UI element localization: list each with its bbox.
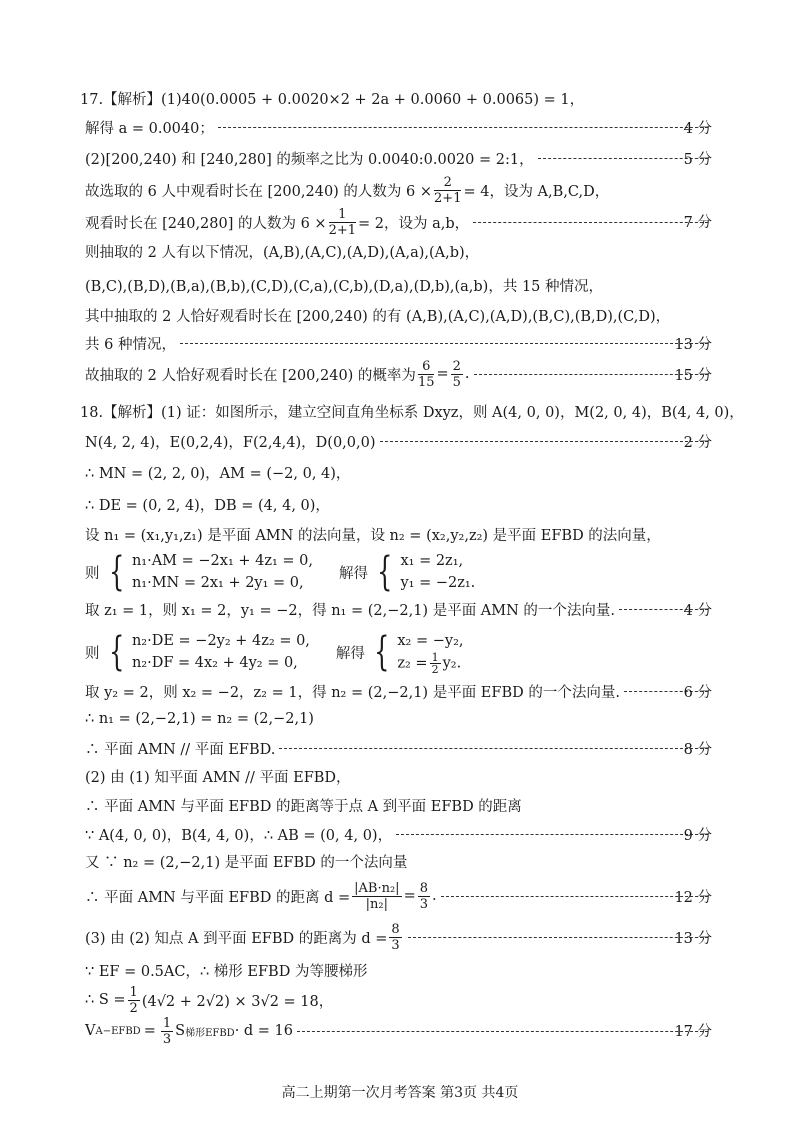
text: 故选取的 6 人中观看时长在 [200,240) 的人数为 6 × [85,183,433,200]
denominator: 3 [162,1031,172,1047]
text: 则 [85,565,100,582]
text: ∴ 平面 AMN 与平面 EFBD 的距离 d = [85,889,351,906]
denominator: 2+1 [328,222,357,238]
denominator: 3 [391,937,400,953]
score-label: 8 分 [683,742,712,758]
text: (B,C),(B,D),(B,a),(B,b),(C,D),(C,a),(C,b),(D,a),(D,b),(a,b)，共 15 种情况， [85,279,604,295]
text: ∴ 平面 AMN // 平面 EFBD. [85,742,276,758]
q18-line-3 [85,494,712,515]
equation: y₁ = −2z₁. [400,575,476,591]
q18-title [80,401,744,422]
numerator: 6 [418,359,435,375]
numerator: 2 [452,358,461,374]
text: y₂. [442,655,462,671]
fraction [434,175,461,206]
text: 则抽取的 2 人有以下情况，(A,B),(A,C),(A,D),(A,a),(A,b)， [85,245,480,261]
denominator: |n₂| [365,896,389,912]
score-label: 15 分 [674,368,712,384]
score-label: 6 分 [683,685,712,701]
numerator: 1 [129,984,138,1000]
q17-line-1-text: 解得 a = 0.0040； [85,121,214,137]
q18-line-7 [85,711,712,727]
q17-line-5 [85,241,712,262]
equation-system [369,630,464,675]
equation: x₁ = 2z₁, [400,553,464,569]
equation-system [104,630,310,674]
score-label: 2 分 [683,435,712,451]
text: 解得 [339,565,369,582]
denominator: 2 [431,662,439,676]
q18-line-9 [85,766,712,787]
q18-line-16 [85,984,712,1016]
equation: n₁·MN = 2x₁ + 2y₁ = 0, [131,575,304,591]
denominator: 2+1 [434,190,462,206]
q17-line-6 [85,275,712,296]
score-label: 17 分 [674,1024,712,1040]
score-label: 12 分 [674,890,712,906]
system-lines [132,630,310,674]
text: V [85,1023,96,1039]
score-label: 9 分 [683,828,712,844]
text: ∵ EF = 0.5AC，∴ 梯形 EFBD 为等腰梯形 [85,964,368,980]
equation: x₂ = −y₂, [397,632,464,649]
score-label: 13 分 [674,337,712,353]
fraction [430,652,441,675]
numerator: |AB·n₂| [354,880,400,896]
text: 故抽取的 2 人恰好观看时长在 [200,240) 的概率为 [85,367,416,384]
equation-system [104,550,314,594]
numerator: 1 [329,207,356,223]
equation-system [372,550,475,594]
equation: n₂·DE = −2y₂ + 4z₂ = 0, [131,633,310,649]
text: . [432,888,437,904]
subscript: A−EFBD [95,1025,141,1037]
score-label: 4 分 [683,121,712,137]
brace: { [108,549,124,595]
q17-line-7 [85,305,712,326]
text: = 4，设为 A,B,C,D， [463,183,610,200]
q17-line-3 [85,174,712,206]
text: · d = 16 [234,1023,294,1039]
text: = [436,366,449,382]
system-lines [397,630,463,675]
q18-title-text: 18.【解析】(1) 证：如图所示，建立空间直角坐标系 Dxyz，则 A(4, 0, 0)，M(2, 0, 4)，B(4, 4, 0)， [80,405,744,421]
denominator: 15 [417,374,435,390]
system-lines [132,550,313,594]
equation: n₁·AM = −2x₁ + 4z₁ = 0, [131,553,314,569]
numerator: 1 [162,1015,172,1031]
text: z₂ = [397,655,428,671]
subscript: 梯形EFBD [185,1027,235,1039]
text: S [175,1023,186,1039]
brace: { [108,629,124,675]
brace: { [374,629,390,675]
text: = [143,1023,156,1039]
equation [397,652,463,675]
text: (3) 由 (2) 知点 A 到平面 EFBD 的距离为 d = [85,930,388,947]
q18-system-2 [85,626,712,678]
text: 其中抽取的 2 人恰好观看时长在 [200,240) 的有 (A,B),(A,C),(A,D),(B,C),(B,D),(C,D)， [85,309,671,325]
brace: { [377,549,393,595]
equation: n₂·DF = 4x₂ + 4y₂ = 0, [131,655,298,671]
text: ∴ n₁ = (2,−2,1) = n₂ = (2,−2,1) [85,711,314,727]
fraction [128,985,140,1016]
text: 共 6 种情况， [85,337,176,353]
text: ∴ DE = (0, 2, 4)，DB = (4, 4, 0)， [85,498,330,514]
q18-line-10 [85,795,712,816]
text: 取 z₁ = 1，则 x₁ = 2，y₁ = −2，得 n₁ = (2,−2,1) 是平面 AMN 的一个法向量. [85,603,616,619]
q18-line-12 [85,851,712,872]
text: = 2，设为 a,b， [358,215,470,232]
score-label: 4 分 [683,603,712,619]
q17-title [80,88,707,109]
score-label: 5 分 [683,152,712,168]
denominator: 2 [129,1000,138,1016]
text: 解得 [335,645,365,662]
text: 则 [85,645,100,662]
score-label: 7 分 [683,215,712,231]
text: 又 ∵ n₂ = (2,−2,1) 是平面 EFBD 的一个法向量 [85,855,408,871]
numerator: 8 [391,921,400,937]
text: ∴ S = [85,992,126,1008]
numerator: 2 [434,175,461,191]
text: 观看时长在 [240,280] 的人数为 6 × [85,215,327,232]
text: (4√2 + 2√2) × 3√2 = 18， [141,993,334,1010]
score-label: 13 分 [674,931,712,947]
text: (2) 由 (1) 知平面 AMN // 平面 EFBD， [85,770,351,786]
text: N(4, 2, 4)，E(0,2,4)，F(2,4,4)，D(0,0,0) [85,435,376,451]
text: 取 y₂ = 2，则 x₂ = −2，z₂ = 1，得 n₂ = (2,−2,1) 是平面 EFBD 的一个法向量. [85,685,620,701]
q18-line-15 [85,960,712,981]
text: = [403,888,416,904]
text: ∴ MN = (2, 2, 0)，AM = (−2, 0, 4)， [85,466,351,482]
denominator: 3 [419,896,428,912]
text: . [464,366,470,382]
q17-title-text: 17.【解析】(1)40(0.0005 + 0.0020×2 + 2a + 0.0060 + 0.0065) = 1， [80,92,585,108]
q17-line-2-text: (2)[200,240) 和 [240,280] 的频率之比为 0.0040:0.0020 = 2:1， [85,152,534,168]
numerator: 8 [419,880,428,896]
q18-system-1 [85,549,712,595]
page-footer: 高二上期第一次月考答案 第3页 共4页 [281,1085,519,1101]
text: ∴ 平面 AMN 与平面 EFBD 的距离等于点 A 到平面 EFBD 的距离 [85,799,522,815]
system-lines [400,550,475,594]
numerator: 1 [431,650,439,664]
text: ∵ A(4, 0, 0)，B(4, 4, 0)，∴ AB = (0, 4, 0)， [85,828,393,844]
denominator: 5 [452,374,461,390]
text: 设 n₁ = (x₁,y₁,z₁) 是平面 AMN 的法向量，设 n₂ = (x₂,y₂,z₂) 是平面 EFBD 的法向量， [85,528,661,544]
q18-line-4 [85,524,712,545]
q18-line-2 [85,462,712,483]
